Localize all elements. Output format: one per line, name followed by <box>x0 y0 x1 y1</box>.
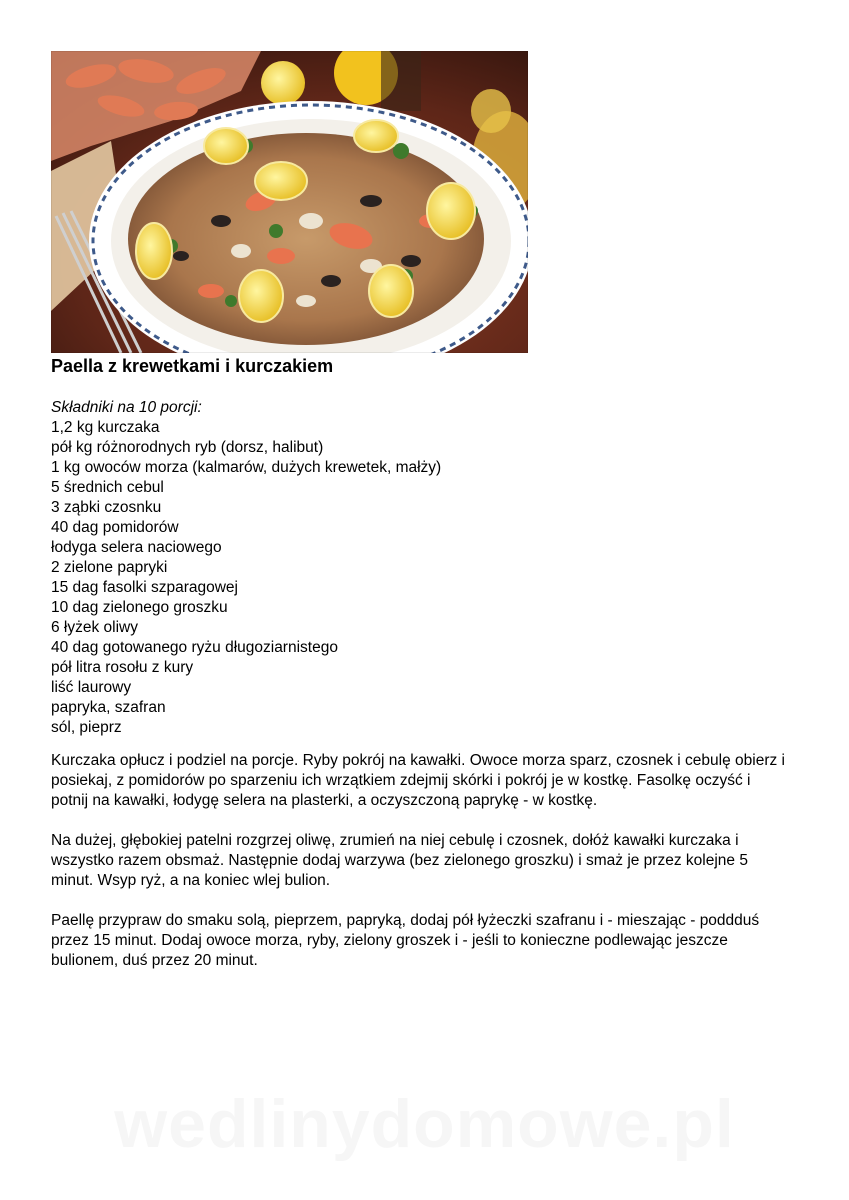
ingredient-item: 6 łyżek oliwy <box>51 619 138 636</box>
paella-dish-photo-icon <box>51 51 528 353</box>
watermark: wedlinydomowe.pl <box>114 1086 735 1162</box>
step-paragraph: Na dużej, głębokiej patelni rozgrzej oliwę, zrumień na niej cebulę i czosnek, dołóż kawałki kurczaka i wszystko razem obsmaż. Następnie dodaj warzywa (bez zielonego groszku) i smaż je przez kolejne 5 minut. Wsyp ryż, a na koniec wlej bulion. <box>51 832 748 889</box>
ingredients-list <box>51 418 441 738</box>
ingredient-item: 5 średnich cebul <box>51 479 164 496</box>
ingredient-item: 15 dag fasolki szparagowej <box>51 579 238 596</box>
preparation-steps <box>51 751 786 991</box>
ingredient-item: sól, pieprz <box>51 719 122 736</box>
paella-photo <box>51 51 528 353</box>
recipe-title: Paella z krewetkami i kurczakiem <box>51 356 334 376</box>
ingredient-item: papryka, szafran <box>51 699 166 716</box>
ingredients-heading: Składniki na 10 porcji: <box>51 399 202 416</box>
step-paragraph: Paellę przypraw do smaku solą, pieprzem, papryką, dodaj pół łyżeczki szafranu i - mieszając - poddduś przez 15 minut. Dodaj owoce morza, ryby, zielony groszek i - jeśli to konieczne podlewając jeszcze bulionem, duś przez 20 minut. <box>51 912 760 969</box>
ingredient-item: łodyga selera naciowego <box>51 539 222 556</box>
ingredient-item: 10 dag zielonego groszku <box>51 599 228 616</box>
ingredients-section <box>51 398 441 738</box>
ingredient-item: 1 kg owoców morza (kalmarów, dużych krewetek, małży) <box>51 459 442 476</box>
ingredient-item: pół kg różnorodnych ryb (dorsz, halibut) <box>51 439 324 456</box>
ingredient-item: 2 zielone papryki <box>51 559 168 576</box>
ingredient-item: 40 dag pomidorów <box>51 519 179 536</box>
ingredient-item: 3 ząbki czosnku <box>51 499 162 516</box>
ingredient-item: 1,2 kg kurczaka <box>51 419 160 436</box>
step-paragraph: Kurczaka opłucz i podziel na porcje. Ryby pokrój na kawałki. Owoce morza sparz, czosnek i cebulę obierz i posiekaj, z pomidorów po sparzeniu ich wrzątkiem zdejmij skórki i pokrój je w kostkę. Fasolkę oczyść i potnij na kawałki, łodygę selera na plasterki, a oczyszczoną paprykę - w kostkę. <box>51 752 786 809</box>
ingredient-item: pół litra rosołu z kury <box>51 659 194 676</box>
ingredient-item: 40 dag gotowanego ryżu długoziarnistego <box>51 639 338 656</box>
ingredient-item: liść laurowy <box>51 679 132 696</box>
